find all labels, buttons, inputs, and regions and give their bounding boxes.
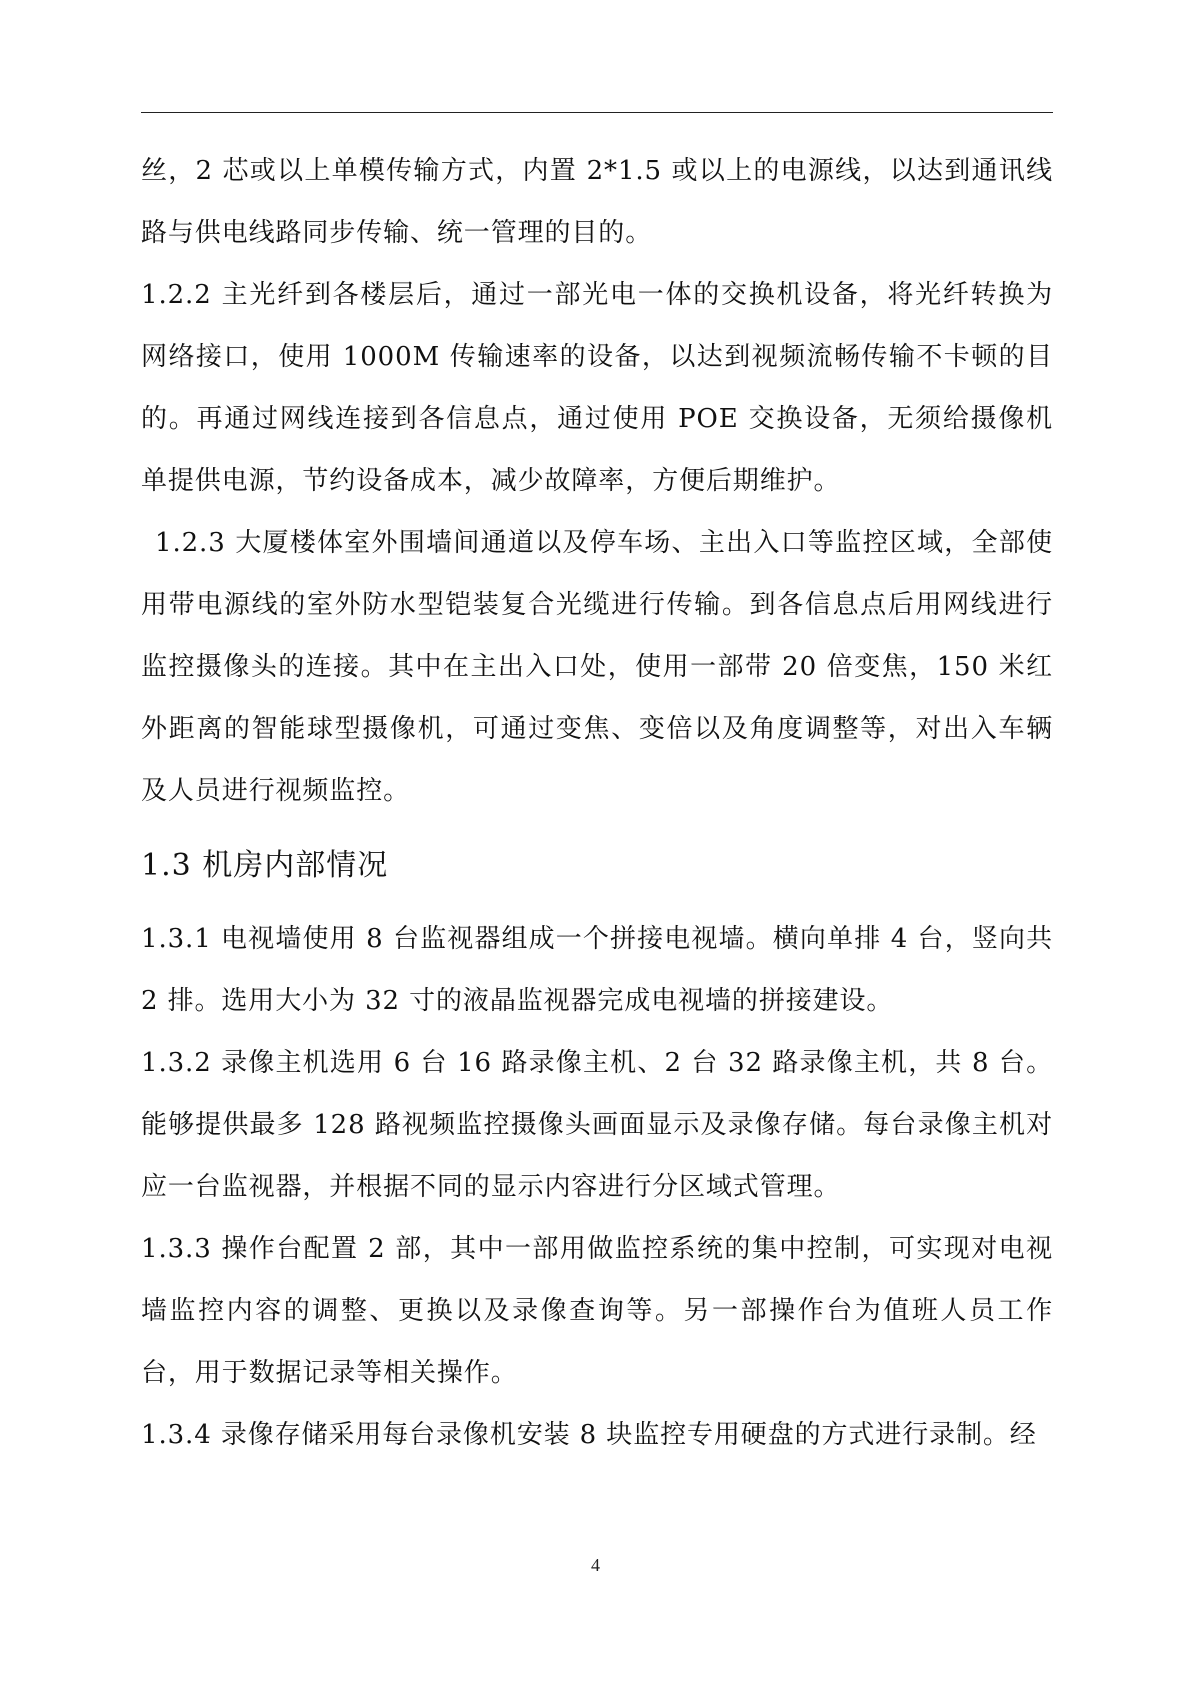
paragraph-1-3-2: 1.3.2 录像主机选用 6 台 16 路录像主机、2 台 32 路录像主机，共 8 台。能够提供最多 128 路视频监控摄像头画面显示及录像存储。每台录像主机对应一台监视器，并根据不同的显示内容进行分区域式管理。 <box>141 1048 1053 1202</box>
paragraph-1-2-3: 1.2.3 大厦楼体室外围墙间通道以及停车场、主出入口等监控区域，全部使用带电源线的室外防水型铠装复合光缆进行传输。到各信息点后用网线进行监控摄像头的连接。其中在主出入口处，使用一部带 20 倍变焦，150 米红外距离的智能球型摄像机，可通过变焦、变倍以及角度调整等，对出入车辆及人员进行视频监控。 <box>141 528 1053 806</box>
paragraph-1-3-1: 1.3.1 电视墙使用 8 台监视器组成一个拼接电视墙。横向单排 4 台，竖向共 2 排。选用大小为 32 寸的液晶监视器完成电视墙的拼接建设。 <box>141 924 1053 1016</box>
section-heading-1-3: 1.3 机房内部情况 <box>141 848 389 883</box>
paragraph-1-3-3: 1.3.3 操作台配置 2 部，其中一部用做监控系统的集中控制，可实现对电视墙监控内容的调整、更换以及录像查询等。另一部操作台为值班人员工作台，用于数据记录等相关操作。 <box>141 1234 1053 1388</box>
paragraph-1-2-2: 1.2.2 主光纤到各楼层后，通过一部光电一体的交换机设备，将光纤转换为网络接口，使用 1000M 传输速率的设备，以达到视频流畅传输不卡顿的目的。再通过网线连接到各信息点，通过使用 POE 交换设备，无须给摄像机单提供电源，节约设备成本，减少故障率，方便后期维护。 <box>141 280 1053 496</box>
paragraph-1-3-4: 1.3.4 录像存储采用每台录像机安装 8 块监控专用硬盘的方式进行录制。经 <box>141 1420 1037 1450</box>
header-rule <box>141 112 1053 113</box>
page-number: 4 <box>591 1555 600 1575</box>
paragraph-cable-spec: 丝，2 芯或以上单模传输方式，内置 2*1.5 或以上的电源线，以达到通讯线路与供电线路同步传输、统一管理的目的。 <box>141 156 1053 248</box>
page-content <box>141 140 1053 1466</box>
